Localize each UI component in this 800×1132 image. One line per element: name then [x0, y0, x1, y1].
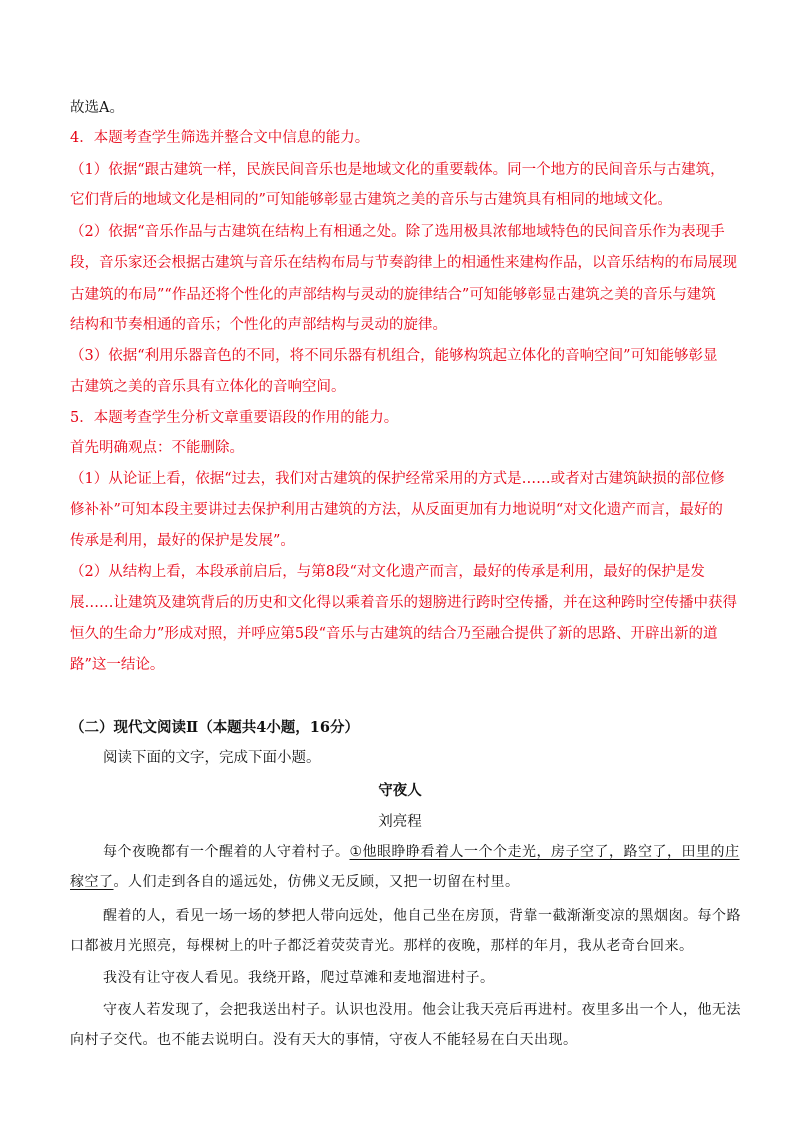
answer-line: 传承是利用，最好的保护是发展”。 — [70, 533, 295, 549]
answer-line: （1）从论证上看，依据“过去，我们对古建筑的保护经常采用的方式是……或者对古建筑缺损的部位修 — [70, 471, 725, 487]
answer-line: 展……让建筑及建筑背后的历史和文化得以乘着音乐的翅膀进行跨时空传播，并在这种跨时空传播中获得 — [70, 595, 737, 611]
paragraph-3: 我没有让守夜人看见。我绕开路，爬过草滩和麦地溜进村子。 — [103, 970, 495, 986]
instruction-text: 阅读下面的文字，完成下面小题。 — [103, 750, 321, 766]
paragraph-1-lead: 每个夜晚都有一个醒着的人守着村子。 — [103, 844, 350, 860]
answer-line: 路”这一结论。 — [70, 657, 165, 673]
question-5-heading: 5．本题考查学生分析文章重要语段的作用的能力。 — [70, 410, 399, 426]
answer-line: （1）依据“跟古建筑一样，民族民间音乐也是地域文化的重要载体。同一个地方的民间音乐与古建筑， — [70, 162, 725, 178]
answer-line: （2）从结构上看，本段承前启后，与第8段“对文化遗产而言，最好的传承是利用，最好的保护是发 — [70, 564, 705, 580]
answer-line: 修补补”可知本段主要讲过去保护利用古建筑的方法，从反面更加有力地说明“对文化遗产而言，最好的 — [70, 502, 723, 518]
underlined-sentence-1-end: 稼空了 — [70, 874, 114, 890]
answer-line: 段，音乐家还会根据古建筑与音乐在结构布局与节奏韵律上的相通性来建构作品，以音乐结构的布局展现 — [70, 255, 737, 271]
paragraph-1-line-1 — [103, 842, 763, 862]
passage-author: 刘亮程 — [378, 814, 422, 830]
paragraph-4-line-2: 向村子交代。也不能去说明白。没有天大的事情，守夜人不能轻易在白天出现。 — [70, 1032, 578, 1048]
section-heading: （二）现代文阅读Ⅱ（本题共4小题，16分） — [70, 719, 359, 736]
paragraph-1-line-2 — [70, 872, 730, 892]
paragraph-2-line-1: 醒着的人，看见一场一场的梦把人带向远处，他自己坐在房顶，背靠一截渐渐变凉的黑烟囱。每个路 — [103, 908, 741, 924]
underlined-sentence-1: ①他眼睁睁看着人一个个走光，房子空了，路空了，田里的庄 — [349, 844, 740, 860]
question-4-heading: 4．本题考查学生筛选并整合文中信息的能力。 — [70, 130, 370, 146]
answer-line: 它们背后的地域文化是相同的”可知能够彰显古建筑之美的音乐与古建筑具有相同的地域文化。 — [70, 192, 672, 208]
passage-title: 守夜人 — [378, 783, 422, 799]
answer-line: 古建筑的布局”“作品还将个性化的声部结构与灵动的旋律结合”可知能够彰显古建筑之美的音乐与建筑 — [70, 287, 716, 303]
answer-line: 首先明确观点：不能删除。 — [70, 440, 244, 456]
answer-line: 恒久的生命力”形成对照，并呼应第5段“音乐与古建筑的结合乃至融合提供了新的思路、开辟出新的道 — [70, 626, 718, 642]
paragraph-1-rest: 。人们走到各自的遥远处，仿佛义无反顾，又把一切留在村里。 — [113, 874, 520, 890]
answer-line: （3）依据“利用乐器音色的不同，将不同乐器有机组合，能够构筑起立体化的音响空间”可知能够彰显 — [70, 348, 718, 364]
answer-line: （2）依据“音乐作品与古建筑在结构上有相通之处。除了选用极具浓郁地域特色的民间音乐作为表现手 — [70, 224, 725, 240]
answer-line: 古建筑之美的音乐具有立体化的音响空间。 — [70, 379, 346, 395]
paragraph-2-line-2: 口都被月光照亮，每棵树上的叶子都泛着荧荧青光。那样的夜晚，那样的年月，我从老奇台回来。 — [70, 938, 694, 954]
paragraph-4-line-1: 守夜人若发现了，会把我送出村子。认识也没用。他会让我天亮后再进村。夜里多出一个人，他无法 — [103, 1002, 741, 1018]
answer-line: 结构和节奏相通的音乐；个性化的声部结构与灵动的旋律。 — [70, 317, 447, 333]
answer-line: 故选A。 — [70, 100, 124, 116]
